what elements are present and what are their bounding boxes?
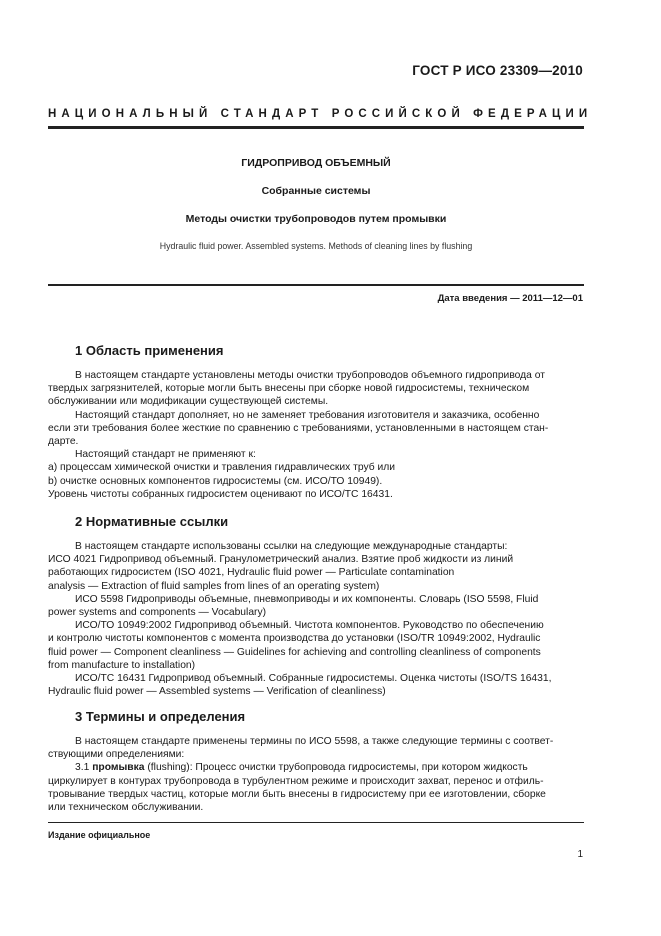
text-line: циркулирует в контурах трубопровода в турбулентном режиме и происходит захват, перенос и отфиль- bbox=[48, 775, 544, 787]
text-line: дарте. bbox=[48, 436, 79, 448]
text-line: если эти требования более жесткие по сравнению с требованиями, установленными в настоящем стан- bbox=[48, 422, 549, 434]
text-line: ИСО 5598 Гидроприводы объемные, пневмоприводы и их компоненты. Словарь (ISO 5598, Fluid bbox=[75, 593, 539, 605]
standard-subtitle-2: Методы очистки трубопроводов путем промывки bbox=[185, 213, 447, 225]
footer-divider bbox=[48, 822, 584, 823]
term-number: 3.1 bbox=[75, 762, 90, 774]
standard-title: ГИДРОПРИВОД ОБЪЕМНЫЙ bbox=[241, 157, 391, 169]
section-2-title: 2 Нормативные ссылки bbox=[75, 514, 229, 529]
term-definition-start: (flushing): Процесс очистки трубопровода гидросистемы, при котором жидкость bbox=[144, 762, 528, 774]
edition-note: Издание официальное bbox=[48, 830, 151, 840]
text-line: ствующими определениями: bbox=[48, 749, 185, 761]
section-1-title: 1 Область применения bbox=[75, 343, 224, 358]
text-line: и контролю чистоты компонентов с момента производства до установки (ISO/TR 10949:2002, Hydraulic bbox=[48, 633, 541, 645]
text-line: ИСО/ТО 10949:2002 Гидропривод объемный. Чистота компонентов. Руководство по обеспечению bbox=[75, 620, 544, 632]
text-line: from manufacture to installation) bbox=[48, 659, 196, 671]
text-line: или техническом обслуживании. bbox=[48, 802, 204, 814]
section-1-body bbox=[48, 369, 584, 501]
section-2-body bbox=[48, 540, 584, 698]
text-line: Hydraulic fluid power — Assembled systems — Verification of cleanliness) bbox=[48, 686, 386, 698]
text-line: Настоящий стандарт не применяют к: bbox=[75, 449, 256, 461]
text-line: analysis — Extraction of fluid samples from lines of an operating system) bbox=[48, 580, 380, 592]
introduction-date: Дата введения — 2011—12—01 bbox=[437, 293, 583, 304]
section-3-title: 3 Термины и определения bbox=[75, 709, 246, 724]
english-title: Hydraulic fluid power. Assembled systems. Methods of cleaning lines by flushing bbox=[159, 241, 473, 251]
section-3-body bbox=[48, 735, 584, 814]
text-line: power systems and components — Vocabulary) bbox=[48, 607, 267, 619]
text-line: В настоящем стандарте установлены методы очистки трубопроводов объемного гидропривода от bbox=[75, 370, 545, 381]
text-line: b) очистке основных компонентов гидросистемы (см. ИСО/ТО 10949). bbox=[48, 475, 383, 487]
text-line: обслуживании или модификации существующей системы. bbox=[48, 396, 329, 408]
page-number: 1 bbox=[577, 849, 583, 860]
text-line: fluid power — Component cleanliness — Guidelines for achieving and controlling cleanliness of components bbox=[48, 646, 541, 658]
text-line: Настоящий стандарт дополняет, но не заменяет требования изготовителя и заказчика, особенно bbox=[75, 409, 540, 421]
term-name: промывка bbox=[92, 762, 145, 774]
text-line: ИСО 4021 Гидропривод объемный. Гранулометрический анализ. Взятие проб жидкости из линий bbox=[48, 554, 514, 566]
text-line: твердых загрязнителей, которые могли быть внесены при сборке новой гидросистемы, техническом bbox=[48, 383, 530, 395]
term-definition-line bbox=[75, 761, 584, 774]
text-line: В настоящем стандарте применены термины по ИСО 5598, а также следующие термины с соответ- bbox=[75, 736, 554, 747]
national-standard-heading: НАЦИОНАЛЬНЫЙ СТАНДАРТ РОССИЙСКОЙ ФЕДЕРАЦИИ bbox=[48, 108, 593, 120]
text-line: Уровень чистоты собранных гидросистем оценивают по ИСО/ТС 16431. bbox=[48, 488, 393, 500]
top-divider bbox=[48, 126, 584, 129]
text-line: ИСО/ТС 16431 Гидропривод объемный. Собранные гидросистемы. Оценка чистоты (ISO/TS 16431, bbox=[75, 673, 552, 685]
text-line: работающих гидросистем (ISO 4021, Hydraulic fluid power — Particulate contamination bbox=[48, 567, 455, 579]
text-line: В настоящем стандарте использованы ссылки на следующие международные стандарты: bbox=[75, 541, 508, 552]
standard-subtitle-1: Собранные системы bbox=[261, 185, 371, 197]
document-code: ГОСТ Р ИСО 23309—2010 bbox=[412, 63, 583, 78]
middle-divider bbox=[48, 284, 584, 286]
text-line: тровывание твердых частиц, которые могли быть внесены в гидросистему при ее изготовлении, сборке bbox=[48, 788, 546, 800]
text-line: а) процессам химической очистки и травления гидравлических труб или bbox=[48, 462, 396, 474]
